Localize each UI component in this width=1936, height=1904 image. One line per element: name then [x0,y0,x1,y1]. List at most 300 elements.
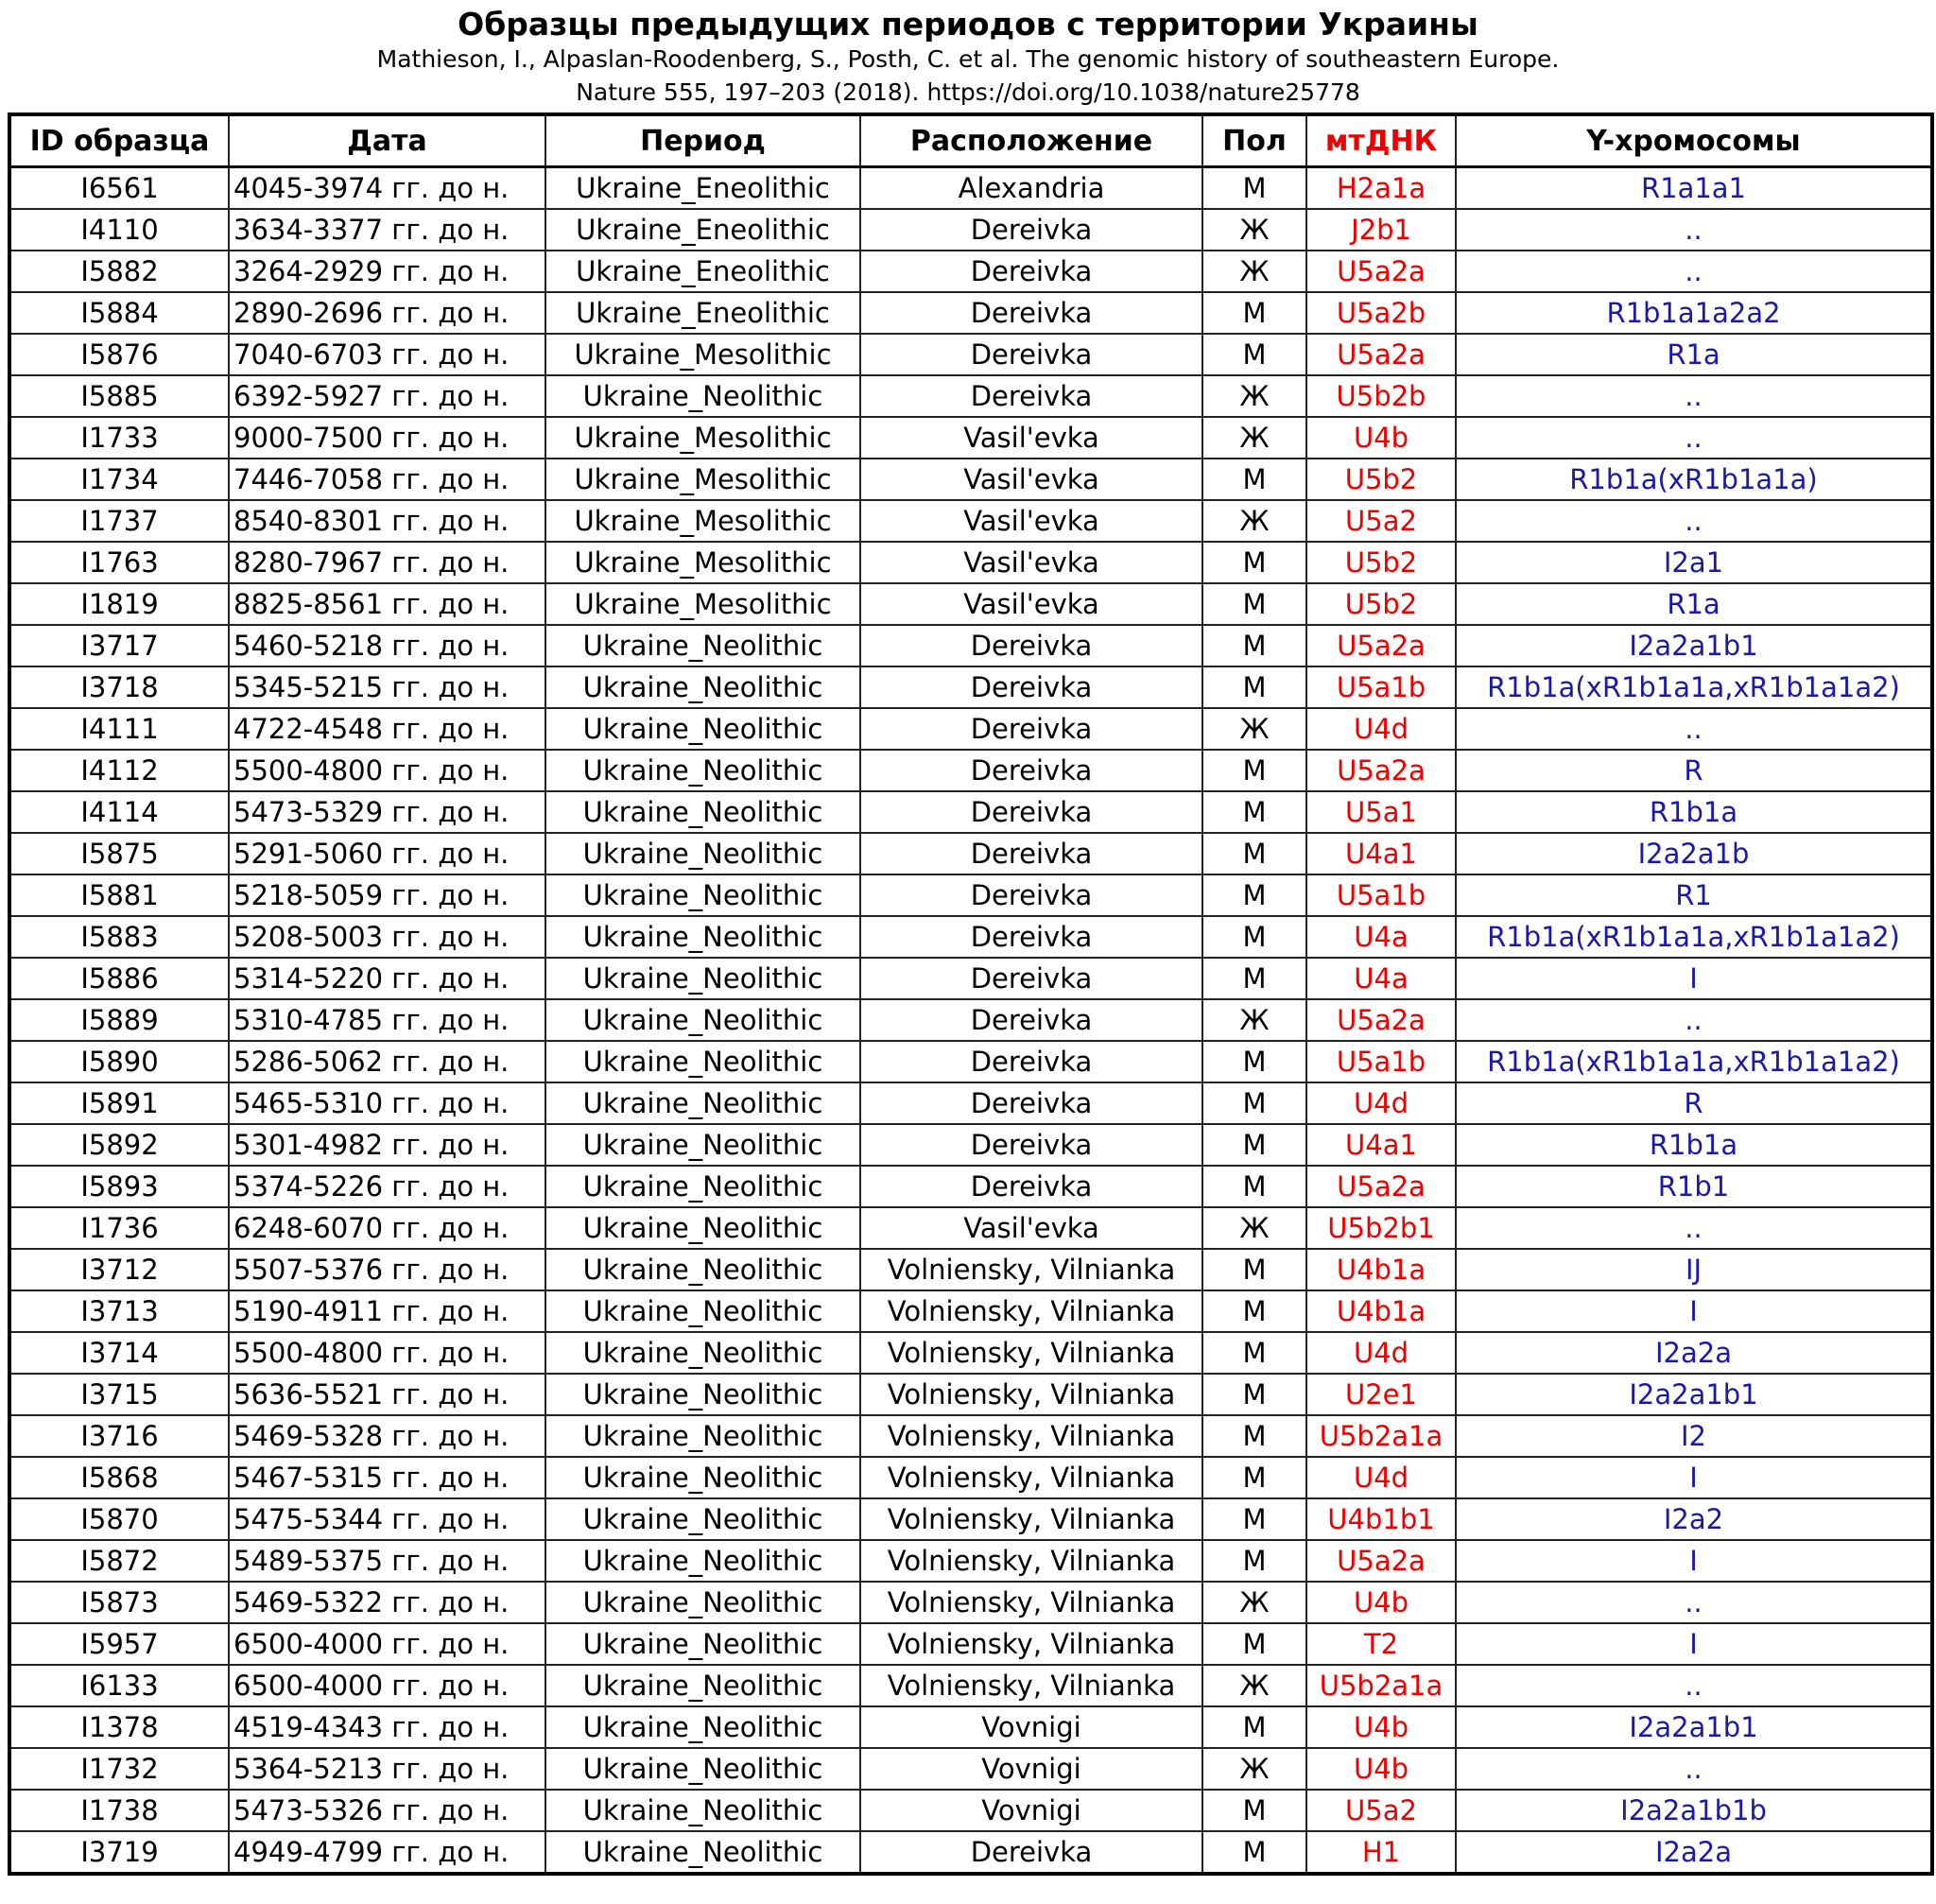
cell-location: Dereivka [860,1041,1202,1082]
cell-location: Vasil'evka [860,500,1202,542]
header-sample-id: ID образца [9,114,229,167]
cell-location: Volniensky, Vilnianka [860,1623,1202,1665]
cell-y-chromosome: R1a [1456,334,1932,375]
cell-y-chromosome: R1b1a [1456,791,1932,833]
table-row [9,708,1932,750]
cell-location: Dereivka [860,292,1202,334]
cell-mtdna: T2 [1306,1623,1456,1665]
cell-mtdna: U2e1 [1306,1374,1456,1415]
cell-date: 5469-5328 гг. до н. [229,1415,545,1457]
table-row [9,1831,1932,1874]
cell-period: Ukraine_Neolithic [545,750,860,791]
cell-period: Ukraine_Neolithic [545,1665,860,1706]
cell-date: 8280-7967 гг. до н. [229,542,545,583]
cell-mtdna: U5a2a [1306,334,1456,375]
samples-table [8,113,1934,1876]
header-period: Период [545,114,860,167]
cell-location: Vovnigi [860,1706,1202,1748]
cell-date: 5364-5213 гг. до н. [229,1748,545,1790]
cell-mtdna: U5b2b1 [1306,1207,1456,1249]
cell-mtdna: U4a [1306,958,1456,999]
cell-mtdna: U4a1 [1306,833,1456,874]
cell-sex: М [1202,1415,1306,1457]
cell-sample-id: I3719 [9,1831,229,1874]
cell-period: Ukraine_Neolithic [545,1790,860,1831]
table-row [9,958,1932,999]
cell-location: Dereivka [860,916,1202,958]
cell-period: Ukraine_Neolithic [545,1166,860,1207]
cell-mtdna: U5b2 [1306,583,1456,625]
table-row [9,500,1932,542]
cell-period: Ukraine_Neolithic [545,375,860,417]
table-row [9,1249,1932,1290]
cell-sample-id: I5890 [9,1041,229,1082]
cell-sample-id: I3712 [9,1249,229,1290]
cell-sex: Ж [1202,375,1306,417]
cell-mtdna: U4b [1306,417,1456,459]
cell-sample-id: I1378 [9,1706,229,1748]
cell-date: 9000-7500 гг. до н. [229,417,545,459]
cell-y-chromosome: R1b1a(xR1b1a1a,xR1b1a1a2) [1456,1041,1932,1082]
cell-date: 6500-4000 гг. до н. [229,1665,545,1706]
cell-sample-id: I5893 [9,1166,229,1207]
cell-mtdna: U5a1b [1306,874,1456,916]
cell-location: Dereivka [860,1124,1202,1166]
cell-mtdna: U4b1a [1306,1290,1456,1332]
cell-date: 3264-2929 гг. до н. [229,251,545,292]
cell-y-chromosome: .. [1456,708,1932,750]
cell-y-chromosome: R1b1a [1456,1124,1932,1166]
cell-date: 5473-5326 гг. до н. [229,1790,545,1831]
cell-location: Volniensky, Vilnianka [860,1290,1202,1332]
cell-y-chromosome: .. [1456,251,1932,292]
cell-y-chromosome: R [1456,1082,1932,1124]
table-row [9,292,1932,334]
table-row [9,1124,1932,1166]
cell-period: Ukraine_Neolithic [545,1540,860,1582]
cell-period: Ukraine_Mesolithic [545,500,860,542]
cell-period: Ukraine_Eneolithic [545,292,860,334]
cell-sex: М [1202,1498,1306,1540]
cell-y-chromosome: I [1456,1290,1932,1332]
cell-sex: М [1202,1374,1306,1415]
cell-location: Dereivka [860,1082,1202,1124]
cell-sample-id: I3718 [9,666,229,708]
table-row [9,417,1932,459]
cell-date: 5301-4982 гг. до н. [229,1124,545,1166]
table-row [9,251,1932,292]
table-row [9,750,1932,791]
cell-date: 4519-4343 гг. до н. [229,1706,545,1748]
table-row [9,459,1932,500]
cell-date: 7446-7058 гг. до н. [229,459,545,500]
cell-sample-id: I6561 [9,167,229,210]
cell-mtdna: U5a2a [1306,625,1456,666]
cell-period: Ukraine_Neolithic [545,1207,860,1249]
cell-location: Alexandria [860,167,1202,210]
cell-sample-id: I5876 [9,334,229,375]
cell-sex: Ж [1202,251,1306,292]
cell-sample-id: I3717 [9,625,229,666]
cell-mtdna: U4d [1306,708,1456,750]
header-mtdna: мтДНК [1306,114,1456,167]
cell-mtdna: U4d [1306,1332,1456,1374]
page-title: Образцы предыдущих периодов с территории Украины [458,6,1478,43]
cell-sex: М [1202,1124,1306,1166]
cell-location: Dereivka [860,625,1202,666]
cell-mtdna: U4b [1306,1582,1456,1623]
cell-location: Vovnigi [860,1790,1202,1831]
cell-date: 5500-4800 гг. до н. [229,1332,545,1374]
cell-sex: Ж [1202,1207,1306,1249]
cell-y-chromosome: I [1456,1457,1932,1498]
citation-line-2: Nature 555, 197–203 (2018). https://doi.org/10.1038/nature25778 [576,78,1360,106]
cell-date: 5473-5329 гг. до н. [229,791,545,833]
cell-date: 4722-4548 гг. до н. [229,708,545,750]
table-row [9,1374,1932,1415]
cell-sex: М [1202,1041,1306,1082]
cell-mtdna: U5a2a [1306,251,1456,292]
cell-date: 5345-5215 гг. до н. [229,666,545,708]
cell-period: Ukraine_Neolithic [545,1249,860,1290]
cell-sex: М [1202,292,1306,334]
cell-y-chromosome: R1b1a1a2a2 [1456,292,1932,334]
cell-location: Dereivka [860,375,1202,417]
cell-period: Ukraine_Neolithic [545,1457,860,1498]
cell-sex: М [1202,1790,1306,1831]
cell-location: Dereivka [860,791,1202,833]
cell-sex: М [1202,459,1306,500]
cell-mtdna: U5b2 [1306,459,1456,500]
cell-sex: М [1202,1332,1306,1374]
cell-y-chromosome: I [1456,1540,1932,1582]
cell-date: 4949-4799 гг. до н. [229,1831,545,1874]
cell-sample-id: I5868 [9,1457,229,1498]
cell-date: 5507-5376 гг. до н. [229,1249,545,1290]
table-row [9,1082,1932,1124]
cell-mtdna: J2b1 [1306,209,1456,251]
cell-sex: М [1202,334,1306,375]
table-row [9,999,1932,1041]
cell-location: Volniensky, Vilnianka [860,1249,1202,1290]
cell-sample-id: I1733 [9,417,229,459]
cell-location: Vasil'evka [860,583,1202,625]
cell-sample-id: I4114 [9,791,229,833]
cell-sex: М [1202,874,1306,916]
cell-sample-id: I5882 [9,251,229,292]
cell-location: Volniensky, Vilnianka [860,1415,1202,1457]
cell-sex: М [1202,750,1306,791]
cell-y-chromosome: .. [1456,1207,1932,1249]
cell-date: 5475-5344 гг. до н. [229,1498,545,1540]
cell-mtdna: U5a2a [1306,1166,1456,1207]
cell-mtdna: U5a2 [1306,1790,1456,1831]
cell-sample-id: I1819 [9,583,229,625]
cell-date: 5489-5375 гг. до н. [229,1540,545,1582]
cell-date: 4045-3974 гг. до н. [229,167,545,210]
cell-mtdna: H2a1a [1306,167,1456,210]
cell-period: Ukraine_Neolithic [545,1498,860,1540]
cell-sample-id: I5886 [9,958,229,999]
cell-sex: М [1202,833,1306,874]
cell-y-chromosome: .. [1456,417,1932,459]
cell-sample-id: I3713 [9,1290,229,1332]
table-row [9,1582,1932,1623]
cell-date: 5636-5521 гг. до н. [229,1374,545,1415]
cell-y-chromosome: I [1456,1623,1932,1665]
cell-period: Ukraine_Mesolithic [545,334,860,375]
cell-location: Vasil'evka [860,459,1202,500]
cell-date: 5208-5003 гг. до н. [229,916,545,958]
cell-location: Dereivka [860,1831,1202,1874]
cell-date: 6392-5927 гг. до н. [229,375,545,417]
table-row [9,209,1932,251]
table-row [9,791,1932,833]
cell-location: Dereivka [860,874,1202,916]
table-body [9,167,1932,1875]
cell-y-chromosome: I [1456,958,1932,999]
table-row [9,334,1932,375]
cell-y-chromosome: .. [1456,1748,1932,1790]
cell-y-chromosome: R1a1a1 [1456,167,1932,210]
cell-mtdna: U5b2a1a [1306,1415,1456,1457]
table-row [9,1540,1932,1582]
cell-location: Volniensky, Vilnianka [860,1374,1202,1415]
cell-location: Volniensky, Vilnianka [860,1498,1202,1540]
cell-location: Volniensky, Vilnianka [860,1457,1202,1498]
cell-date: 5374-5226 гг. до н. [229,1166,545,1207]
header-date: Дата [229,114,545,167]
table-row [9,1706,1932,1748]
cell-period: Ukraine_Neolithic [545,1415,860,1457]
cell-y-chromosome: R1 [1456,874,1932,916]
header-y-chromosome: Y-хромосомы [1456,114,1932,167]
cell-location: Vasil'evka [860,542,1202,583]
cell-sample-id: I1738 [9,1790,229,1831]
cell-period: Ukraine_Neolithic [545,1082,860,1124]
cell-date: 5500-4800 гг. до н. [229,750,545,791]
cell-sex: М [1202,958,1306,999]
table-row [9,874,1932,916]
table-row [9,1790,1932,1831]
cell-location: Volniensky, Vilnianka [860,1582,1202,1623]
cell-period: Ukraine_Neolithic [545,1374,860,1415]
cell-sample-id: I4111 [9,708,229,750]
table-row [9,1623,1932,1665]
table-row [9,1332,1932,1374]
cell-mtdna: U4b [1306,1748,1456,1790]
cell-mtdna: U5a1b [1306,1041,1456,1082]
cell-y-chromosome: .. [1456,375,1932,417]
cell-location: Volniensky, Vilnianka [860,1665,1202,1706]
cell-date: 8540-8301 гг. до н. [229,500,545,542]
cell-mtdna: U4a1 [1306,1124,1456,1166]
cell-y-chromosome: I2a2a1b1 [1456,1374,1932,1415]
cell-date: 6248-6070 гг. до н. [229,1207,545,1249]
cell-period: Ukraine_Eneolithic [545,209,860,251]
cell-sex: Ж [1202,417,1306,459]
cell-mtdna: U5a2a [1306,999,1456,1041]
cell-y-chromosome: R1b1 [1456,1166,1932,1207]
cell-location: Dereivka [860,833,1202,874]
cell-period: Ukraine_Neolithic [545,916,860,958]
cell-y-chromosome: I2 [1456,1415,1932,1457]
cell-sample-id: I4112 [9,750,229,791]
cell-sample-id: I5957 [9,1623,229,1665]
cell-sample-id: I5889 [9,999,229,1041]
table-row [9,1290,1932,1332]
cell-period: Ukraine_Neolithic [545,999,860,1041]
cell-sex: М [1202,583,1306,625]
cell-location: Dereivka [860,750,1202,791]
cell-location: Dereivka [860,209,1202,251]
cell-location: Dereivka [860,999,1202,1041]
table-row [9,833,1932,874]
cell-sex: М [1202,625,1306,666]
cell-sex: Ж [1202,1748,1306,1790]
cell-y-chromosome: .. [1456,999,1932,1041]
cell-sample-id: I4110 [9,209,229,251]
cell-date: 5286-5062 гг. до н. [229,1041,545,1082]
cell-sex: М [1202,1457,1306,1498]
cell-sex: М [1202,542,1306,583]
cell-y-chromosome: I2a2a1b1 [1456,1706,1932,1748]
cell-sex: М [1202,1082,1306,1124]
cell-location: Volniensky, Vilnianka [860,1540,1202,1582]
cell-y-chromosome: I2a2a [1456,1332,1932,1374]
cell-period: Ukraine_Neolithic [545,1831,860,1874]
cell-period: Ukraine_Eneolithic [545,167,860,210]
cell-y-chromosome: R [1456,750,1932,791]
cell-sex: М [1202,1831,1306,1874]
cell-sex: М [1202,1623,1306,1665]
cell-location: Dereivka [860,1166,1202,1207]
table-row [9,1748,1932,1790]
cell-y-chromosome: I2a2a [1456,1831,1932,1874]
cell-period: Ukraine_Eneolithic [545,251,860,292]
cell-location: Dereivka [860,251,1202,292]
cell-sex: Ж [1202,500,1306,542]
cell-period: Ukraine_Mesolithic [545,542,860,583]
cell-sample-id: I6133 [9,1665,229,1706]
cell-mtdna: U4b1b1 [1306,1498,1456,1540]
cell-sex: Ж [1202,209,1306,251]
cell-period: Ukraine_Neolithic [545,958,860,999]
cell-y-chromosome: R1b1a(xR1b1a1a,xR1b1a1a2) [1456,666,1932,708]
cell-sex: Ж [1202,1582,1306,1623]
cell-sample-id: I5891 [9,1082,229,1124]
cell-mtdna: U4a [1306,916,1456,958]
citation-line-1: Mathieson, I., Alpaslan-Roodenberg, S., Posth, C. et al. The genomic history of southeastern Europe. [376,45,1560,73]
cell-sample-id: I1763 [9,542,229,583]
cell-sample-id: I1737 [9,500,229,542]
cell-period: Ukraine_Neolithic [545,1290,860,1332]
cell-sex: М [1202,791,1306,833]
cell-sample-id: I5884 [9,292,229,334]
cell-mtdna: U5a1b [1306,666,1456,708]
cell-mtdna: U5a1 [1306,791,1456,833]
cell-location: Vovnigi [860,1748,1202,1790]
cell-sex: Ж [1202,708,1306,750]
cell-period: Ukraine_Neolithic [545,791,860,833]
cell-period: Ukraine_Neolithic [545,1124,860,1166]
cell-sex: М [1202,916,1306,958]
cell-date: 7040-6703 гг. до н. [229,334,545,375]
cell-period: Ukraine_Neolithic [545,1332,860,1374]
cell-sex: М [1202,1706,1306,1748]
cell-period: Ukraine_Neolithic [545,625,860,666]
cell-date: 5314-5220 гг. до н. [229,958,545,999]
cell-date: 5467-5315 гг. до н. [229,1457,545,1498]
cell-sample-id: I1736 [9,1207,229,1249]
cell-location: Dereivka [860,708,1202,750]
cell-y-chromosome: I2a1 [1456,542,1932,583]
header-location: Расположение [860,114,1202,167]
header-sex: Пол [1202,114,1306,167]
table-row [9,666,1932,708]
cell-period: Ukraine_Neolithic [545,1582,860,1623]
cell-sample-id: I5870 [9,1498,229,1540]
cell-mtdna: U5a2b [1306,292,1456,334]
cell-sex: М [1202,1249,1306,1290]
cell-period: Ukraine_Neolithic [545,1041,860,1082]
table-row [9,583,1932,625]
cell-location: Dereivka [860,334,1202,375]
cell-location: Volniensky, Vilnianka [860,1332,1202,1374]
table-row [9,1498,1932,1540]
table-header-row [9,114,1932,167]
cell-y-chromosome: IJ [1456,1249,1932,1290]
cell-period: Ukraine_Mesolithic [545,583,860,625]
cell-date: 5465-5310 гг. до н. [229,1082,545,1124]
cell-y-chromosome: .. [1456,1665,1932,1706]
cell-date: 5460-5218 гг. до н. [229,625,545,666]
cell-sample-id: I5872 [9,1540,229,1582]
cell-sample-id: I5892 [9,1124,229,1166]
cell-mtdna: U5a2 [1306,500,1456,542]
cell-period: Ukraine_Neolithic [545,874,860,916]
cell-sex: М [1202,1290,1306,1332]
cell-period: Ukraine_Neolithic [545,1748,860,1790]
cell-sample-id: I3716 [9,1415,229,1457]
cell-period: Ukraine_Mesolithic [545,459,860,500]
cell-sex: Ж [1202,999,1306,1041]
cell-date: 5218-5059 гг. до н. [229,874,545,916]
cell-mtdna: U5b2a1a [1306,1665,1456,1706]
cell-mtdna: U5a2a [1306,750,1456,791]
table-row [9,1415,1932,1457]
cell-y-chromosome: I2a2a1b [1456,833,1932,874]
cell-date: 5310-4785 гг. до н. [229,999,545,1041]
cell-period: Ukraine_Mesolithic [545,417,860,459]
cell-y-chromosome: .. [1456,209,1932,251]
cell-y-chromosome: I2a2 [1456,1498,1932,1540]
cell-sample-id: I5881 [9,874,229,916]
cell-period: Ukraine_Neolithic [545,833,860,874]
cell-sex: М [1202,1540,1306,1582]
cell-y-chromosome: R1a [1456,583,1932,625]
table-row [9,1665,1932,1706]
table-row [9,375,1932,417]
cell-date: 6500-4000 гг. до н. [229,1623,545,1665]
cell-date: 5190-4911 гг. до н. [229,1290,545,1332]
cell-y-chromosome: R1b1a(xR1b1a1a,xR1b1a1a2) [1456,916,1932,958]
cell-sample-id: I5875 [9,833,229,874]
cell-period: Ukraine_Neolithic [545,708,860,750]
cell-mtdna: U4d [1306,1082,1456,1124]
cell-sample-id: I5885 [9,375,229,417]
cell-sex: М [1202,1166,1306,1207]
